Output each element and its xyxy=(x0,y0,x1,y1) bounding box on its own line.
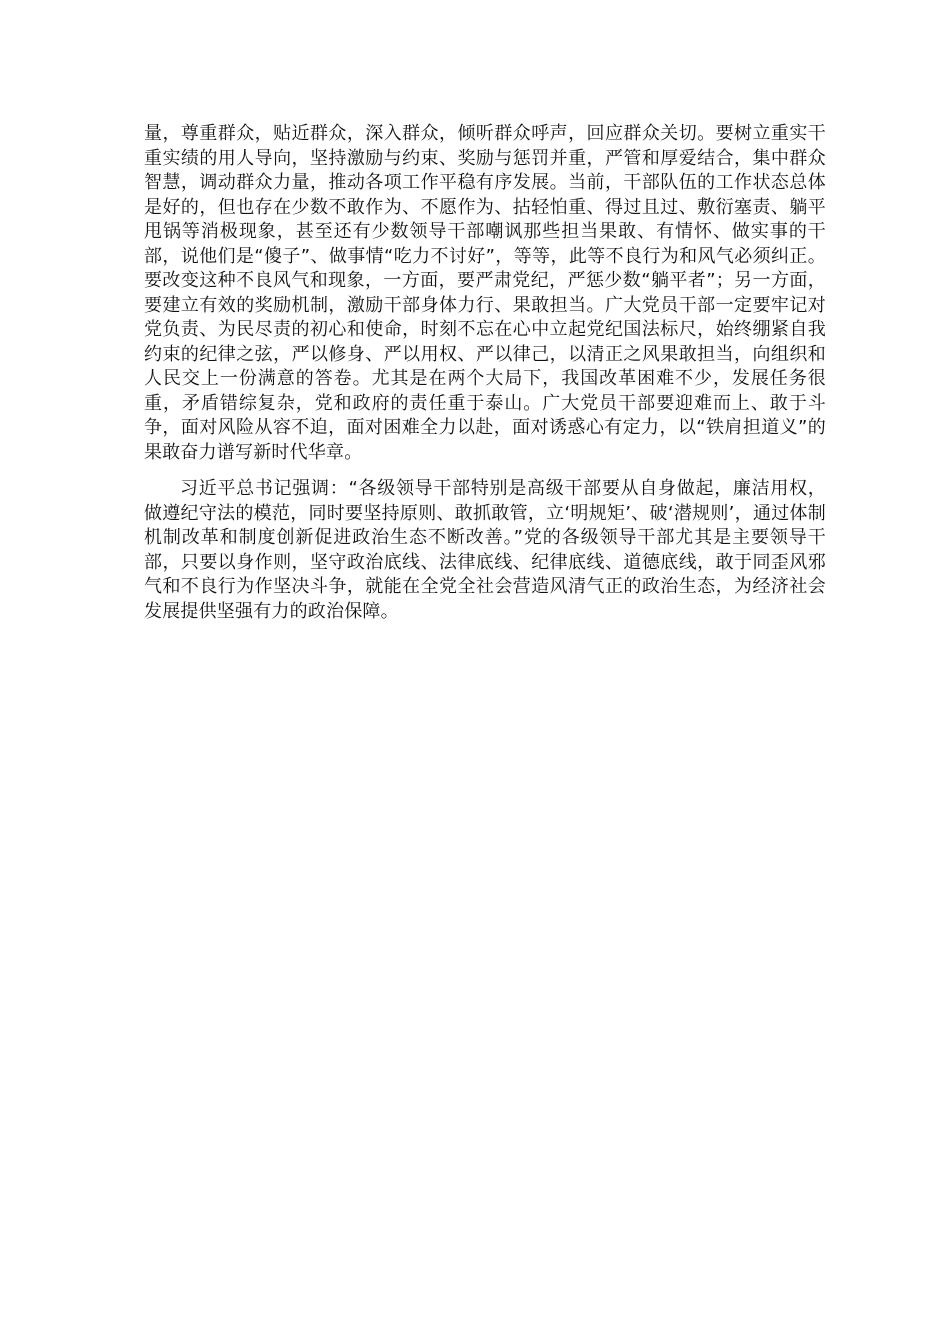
paragraph-continuation: 量，尊重群众，贴近群众，深入群众，倾听群众呼声，回应群众关切。要树立重实干重实绩的用人导向，坚持激励与约束、奖励与惩罚并重，严管和厚爱结合，集中群众智慧，调动群众力量，推动各项工作平稳有序发展。当前，干部队伍的工作状态总体是好的，但也存在少数不敢作为、不愿作为、拈轻怕重、得过且过、敷衍塞责、躺平甩锅等消极现象，甚至还有少数领导干部嘲讽那些担当果敢、有情怀、做实事的干部，说他们是“傻子”、做事情“吃力不讨好”，等等，此等不良行为和风气必须纠正。要改变这种不良风气和现象，一方面，要严肃党纪，严惩少数“躺平者”；另一方面，要建立有效的奖励机制，激励干部身体力行、果敢担当。广大党员干部一定要牢记对党负责、为民尽责的初心和使命，时刻不忘在心中立起党纪国法标尺，始终绷紧自我约束的纪律之弦，严以修身、严以用权、严以律己，以清正之风果敢担当，向组织和人民交上一份满意的答卷。尤其是在两个大局下，我国改革困难不少，发展任务很重，矛盾错综复杂，党和政府的责任重于泰山。广大党员干部要迎难而上、敢于斗争，面对风险从容不迫，面对困难全力以赴，面对诱惑心有定力，以“铁肩担道义”的果敢奋力谱写新时代华章。 xyxy=(144,123,826,463)
paragraph-quote: 习近平总书记强调：“各级领导干部特别是高级干部要从自身做起，廉洁用权，做遵纪守法的模范，同时要坚持原则、敢抓敢管，立‘明规矩’、破‘潜规则’，通过体制机制改革和制度创新促进政治生态不断改善。”党的各级领导干部尤其是主要领导干部，只要以身作则，坚守政治底线、法律底线、纪律底线、道德底线，敢于同歪风邪气和不良行为作坚决斗争，就能在全党全社会营造风清气正的政治生态，为经济社会发展提供坚强有力的政治保障。 xyxy=(144,478,826,622)
document-body xyxy=(144,122,826,624)
